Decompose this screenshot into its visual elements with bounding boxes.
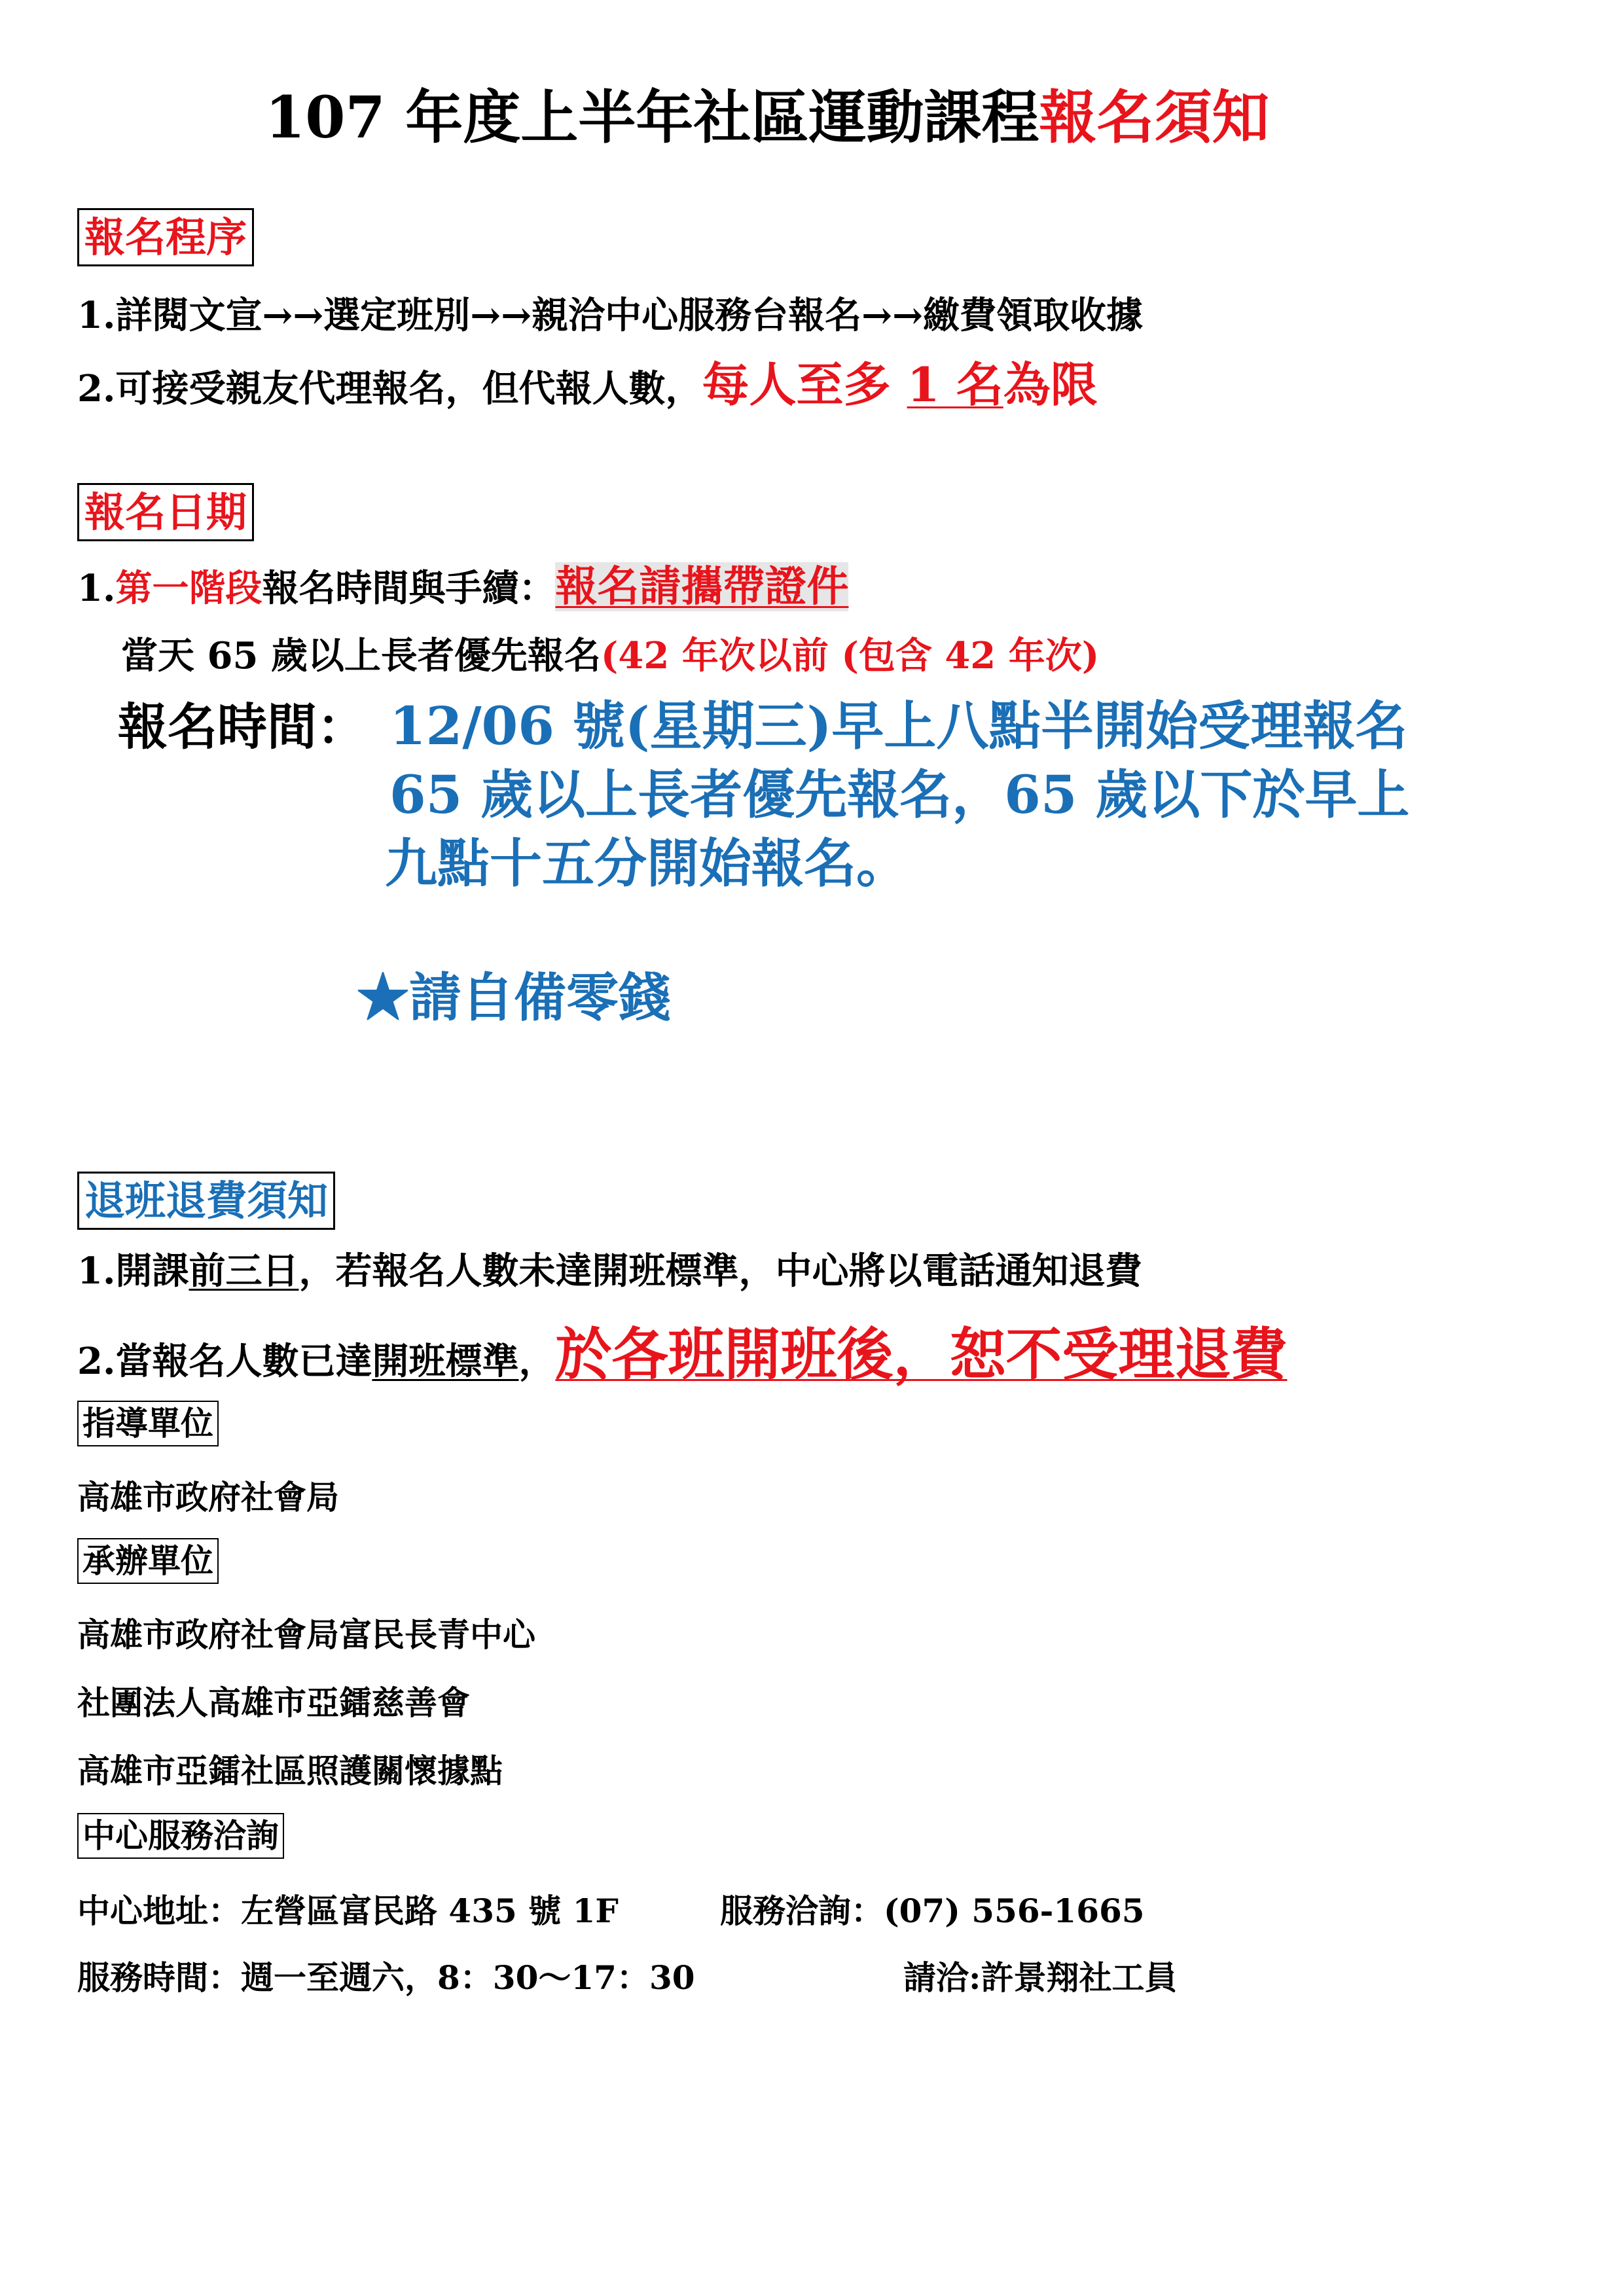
stage-label: 第一階段	[115, 567, 262, 610]
bring-id-note: 報名請攜帶證件	[555, 562, 849, 611]
service-phone: 服務洽詢：(07) 556-1665	[720, 1892, 1145, 1930]
no-refund-warning: 於各班開班後，恕不受理退費	[555, 1321, 1288, 1388]
elder-priority-years: (42 年次以前 (包含 42 年次)	[600, 634, 1100, 677]
proxy-limit-count: 1 名	[907, 357, 1003, 412]
elder-priority	[121, 627, 1099, 679]
service-contact: 請洽:許景翔社工員	[903, 1958, 1178, 1997]
refund-line-2-underlined: 開班標準	[372, 1340, 519, 1383]
procedure-step-2	[77, 347, 1098, 415]
service-section	[77, 1813, 284, 1859]
refund-line-2-a: 2.當報名人數已達	[77, 1340, 372, 1383]
time-label: 報名時間：	[118, 698, 367, 756]
refund-line-1-underlined: 前三日	[189, 1249, 299, 1293]
stage-rest: 報名時間與手續：	[262, 567, 556, 610]
dates-item-1	[77, 553, 848, 613]
refund-line-1	[77, 1242, 1142, 1295]
guidance-heading: 指導單位	[77, 1401, 219, 1446]
guidance-org: 高雄市政府社會局	[77, 1478, 339, 1516]
refund-heading: 退班退費須知	[77, 1172, 335, 1230]
time-line-3: 九點十五分開始報名。	[385, 833, 909, 894]
title-highlight: 報名須知	[1039, 83, 1270, 151]
guidance-section	[77, 1401, 219, 1446]
time-line-1: 12/06 號(星期三)早上八點半開始受理報名	[389, 695, 1408, 757]
service-address: 中心地址：左營區富民路 435 號 1F	[77, 1892, 619, 1930]
procedure-step-2-text: 2.可接受親友代理報名，但代報人數，	[77, 367, 702, 410]
refund-line-2	[77, 1309, 1287, 1390]
time-line-2: 65 歲以上長者優先報名，65 歲以下於早上	[389, 764, 1410, 825]
organizer-org-3: 高雄市亞鐳社區照護關懷據點	[77, 1751, 503, 1790]
page-title	[265, 72, 1269, 154]
refund-line-1-b: ，若報名人數未達開班標準，中心將以電話通知退費	[298, 1249, 1142, 1293]
organizer-org-2: 社團法人高雄市亞鐳慈善會	[77, 1683, 470, 1722]
change-note: ★請自備零錢	[357, 967, 671, 1028]
procedure-step-1: 1.詳閱文宣→→選定班別→→親洽中心服務台報名→→繳費領取收據	[77, 294, 1143, 337]
proxy-limit-b: 為限	[1003, 357, 1098, 412]
organizer-section	[77, 1538, 219, 1584]
refund-line-1-a: 1.開課	[77, 1249, 189, 1293]
organizer-heading: 承辦單位	[77, 1538, 219, 1584]
service-heading: 中心服務洽詢	[77, 1813, 284, 1859]
title-main: 107 年度上半年社區運動課程	[265, 83, 1039, 151]
dates-heading: 報名日期	[77, 483, 254, 541]
organizer-org-1: 高雄市政府社會局富民長青中心	[77, 1615, 535, 1654]
dates-item-number: 1.	[77, 567, 116, 610]
service-hours: 服務時間：週一至週六，8：30～17：30	[77, 1958, 695, 1997]
elder-priority-text: 當天 65 歲以上長者優先報名	[121, 634, 601, 677]
refund-section	[77, 1172, 335, 1230]
procedure-heading: 報名程序	[77, 208, 254, 266]
procedure-section	[77, 208, 254, 266]
dates-section	[77, 483, 254, 541]
proxy-limit-a: 每人至多	[702, 357, 891, 412]
refund-line-2-b: ，	[518, 1340, 556, 1383]
